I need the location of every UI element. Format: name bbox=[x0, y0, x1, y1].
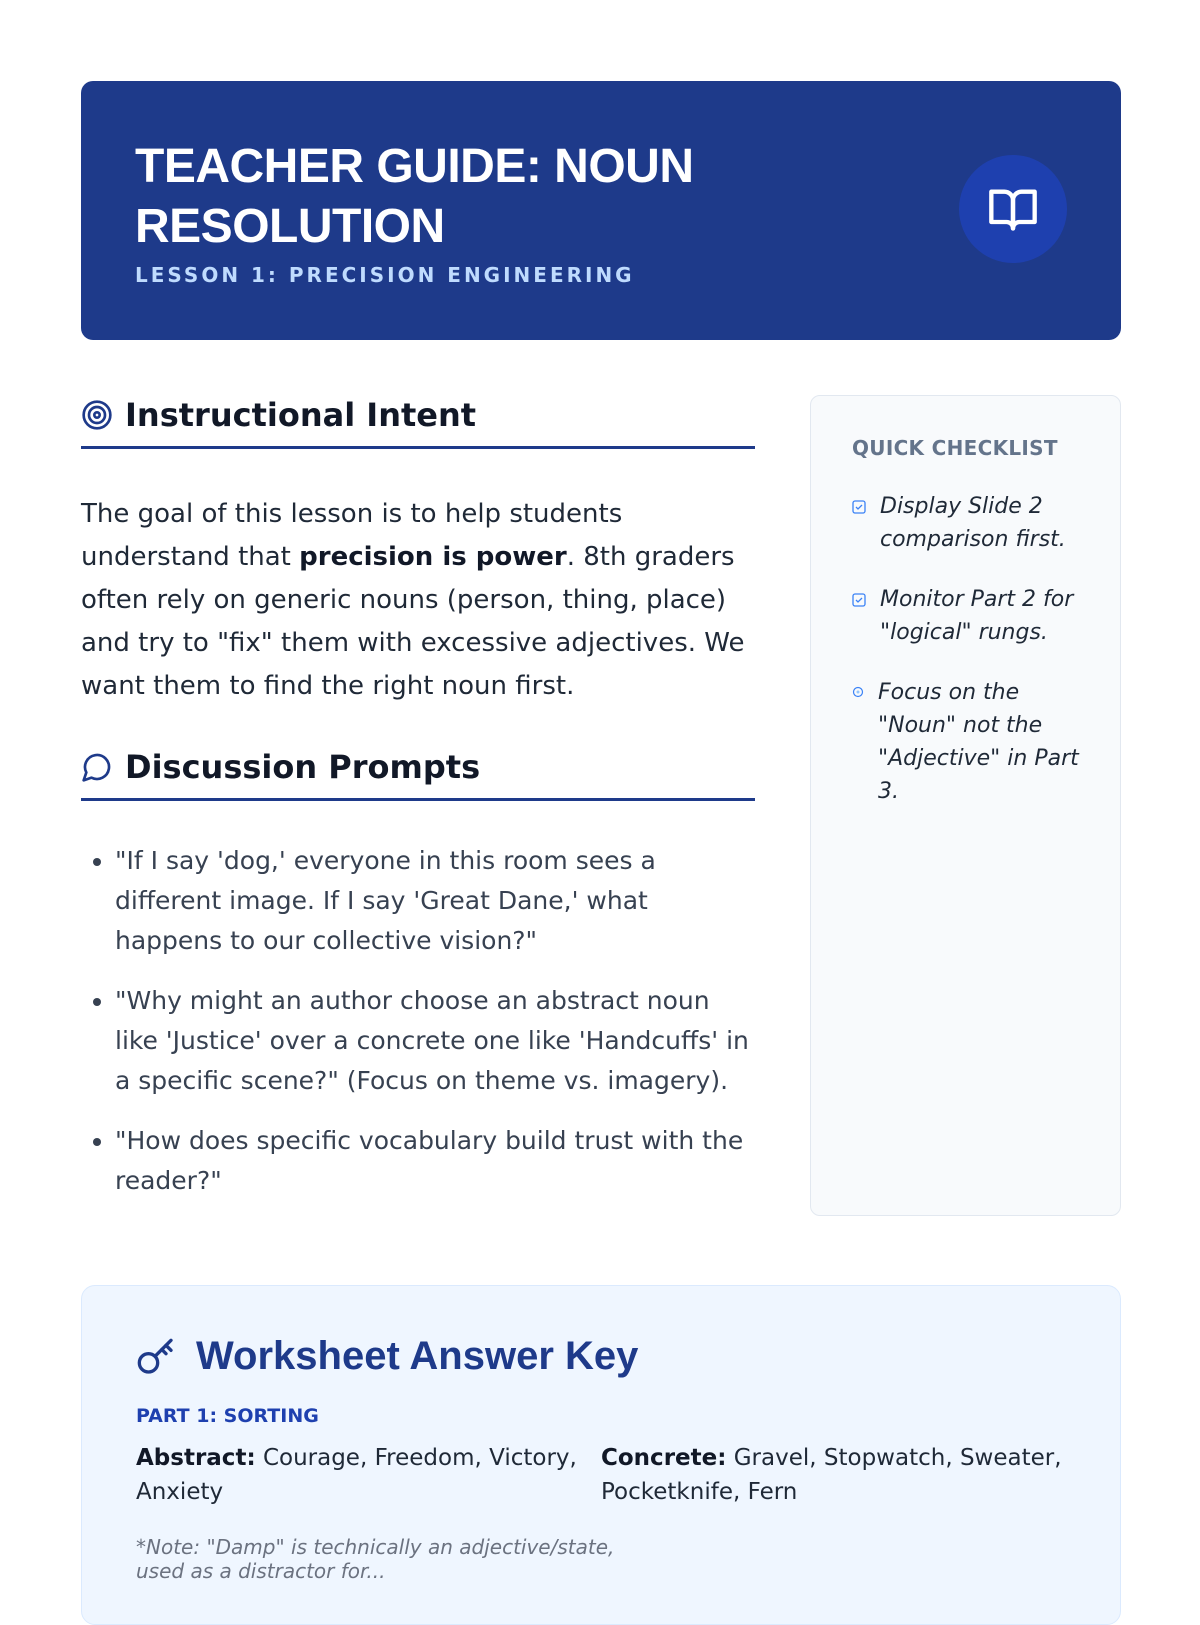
concrete-label: Concrete: bbox=[601, 1445, 727, 1471]
answer-key-panel bbox=[81, 1285, 1121, 1625]
part-1-label: PART 1: SORTING bbox=[136, 1405, 319, 1427]
checklist-item-text: Monitor Part 2 for "logical" rungs. bbox=[880, 587, 1074, 645]
checklist-title: QUICK CHECKLIST bbox=[852, 436, 1058, 460]
answer-key-header bbox=[136, 1334, 1066, 1379]
page-title: TEACHER GUIDE: NOUN RESOLUTION bbox=[135, 140, 694, 253]
speech-bubble-icon bbox=[81, 751, 113, 783]
checkbox-checked-icon bbox=[852, 593, 866, 607]
intent-section-header bbox=[81, 396, 755, 449]
abstract-values: Courage, Freedom, Victory, Anxiety bbox=[136, 1445, 577, 1505]
intent-paragraph bbox=[81, 493, 755, 708]
checklist-item bbox=[852, 583, 1080, 649]
abstract-answers bbox=[136, 1441, 601, 1509]
quick-checklist-panel bbox=[810, 395, 1121, 1216]
checklist-item-text: Focus on the "Noun" not the "Adjective" in Part 3. bbox=[878, 680, 1079, 804]
list-item: • "If I say 'dog,' everyone in this room sees a different image. If I say 'Great Dane,' what happens to our collective vision?" bbox=[115, 841, 755, 961]
list-item: • "How does specific vocabulary build trust with the reader?" bbox=[115, 1121, 755, 1201]
book-open-icon bbox=[987, 183, 1039, 235]
header-banner bbox=[81, 81, 1121, 340]
bullet-circle-icon bbox=[852, 686, 864, 698]
discussion-heading: Discussion Prompts bbox=[125, 748, 481, 786]
intent-text-end: . 8th graders often rely on generic nouns (person, thing, place) and try to "fix" them with excessive adjectives. We want them to find the right noun first. bbox=[81, 542, 745, 701]
intent-heading: Instructional Intent bbox=[125, 396, 477, 434]
page-subtitle: LESSON 1: PRECISION ENGINEERING bbox=[135, 263, 635, 287]
answer-note: *Note: "Damp" is technically an adjective/state, used as a distractor for... bbox=[136, 1535, 615, 1583]
concrete-answers bbox=[601, 1441, 1066, 1509]
discussion-section-header bbox=[81, 748, 755, 801]
concrete-values: Gravel, Stopwatch, Sweater, Pocketknife, Fern bbox=[601, 1445, 1062, 1505]
key-icon bbox=[136, 1337, 176, 1377]
checklist-item bbox=[852, 490, 1080, 556]
intent-emphasis: precision is power bbox=[299, 542, 567, 572]
abstract-label: Abstract: bbox=[136, 1445, 256, 1471]
answer-key-heading: Worksheet Answer Key bbox=[196, 1334, 639, 1378]
intent-text-start: The goal of this lesson is to help students understand that bbox=[81, 499, 623, 572]
checklist-item bbox=[852, 676, 1080, 808]
target-icon bbox=[81, 399, 113, 431]
checkbox-checked-icon bbox=[852, 500, 866, 514]
list-item: • "Why might an author choose an abstract noun like 'Justice' over a concrete one like 'Handcuffs' in a specific scene?" (Focus on theme vs. imagery). bbox=[115, 981, 755, 1101]
sorting-answers bbox=[136, 1441, 1066, 1509]
main-column bbox=[81, 396, 755, 1221]
discussion-list bbox=[81, 841, 755, 1201]
checklist-item-text: Display Slide 2 comparison first. bbox=[880, 494, 1066, 552]
book-badge bbox=[959, 155, 1067, 263]
